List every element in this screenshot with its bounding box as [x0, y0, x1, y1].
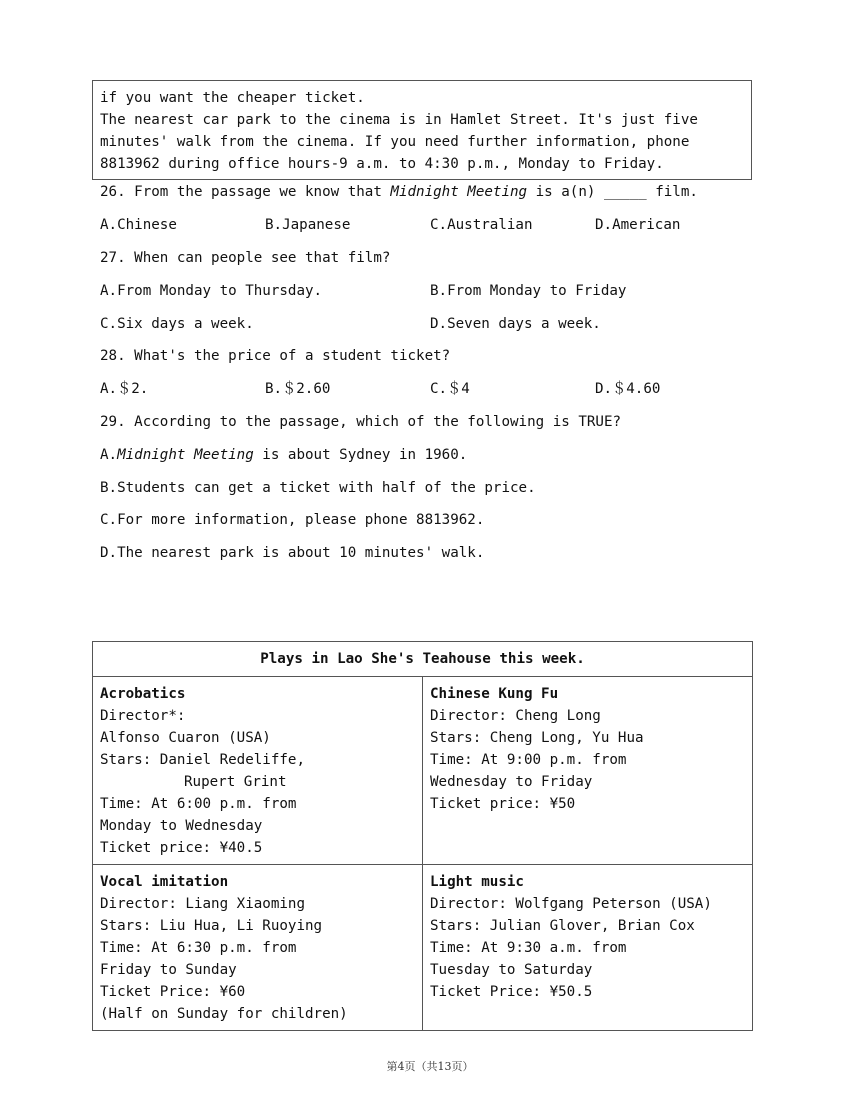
question-28: 28. What's the price of a student ticket?	[100, 348, 451, 364]
play-detail: Director*:	[100, 708, 186, 724]
passage-line: if you want the cheaper ticket.	[100, 90, 365, 106]
plays-table-title: Plays in Lao She's Teahouse this week.	[93, 642, 753, 677]
q29-option-d[interactable]: D.The nearest park is about 10 minutes' walk.	[100, 545, 485, 561]
play-detail: Time: At 9:30 a.m. from	[430, 940, 627, 956]
question-26	[100, 182, 698, 202]
question-29: 29. According to the passage, which of the following is TRUE?	[100, 414, 622, 430]
q28-option-a[interactable]: A.＄2.	[100, 381, 149, 397]
q29-option-a[interactable]	[100, 445, 467, 465]
q26-option-a[interactable]: A.Chinese	[100, 217, 177, 233]
play-detail: Ticket price: ¥50	[430, 796, 576, 812]
play-detail: Stars: Cheng Long, Yu Hua	[430, 730, 644, 746]
passage-line: 8813962 during office hours-9 a.m. to 4:30 p.m., Monday to Friday.	[100, 156, 664, 172]
question-26-prefix: 26. From the passage we know that	[100, 184, 391, 200]
play-title: Vocal imitation	[100, 874, 229, 890]
passage-line: The nearest car park to the cinema is in Hamlet Street. It's just five	[100, 112, 698, 128]
q26-option-d[interactable]: D.American	[595, 217, 681, 233]
play-detail: Stars: Daniel Redeliffe,	[100, 752, 305, 768]
play-detail: Director: Wolfgang Peterson (USA)	[430, 896, 712, 912]
play-cell-music	[423, 865, 753, 1031]
q29-option-a-suffix: is about Sydney in 1960.	[253, 447, 468, 463]
q27-option-d[interactable]: D.Seven days a week.	[430, 316, 601, 332]
q29-option-a-prefix: A.	[100, 447, 118, 463]
play-title: Light music	[430, 874, 524, 890]
play-detail: Time: At 6:00 p.m. from	[100, 796, 297, 812]
play-cell-acrobatics	[93, 677, 423, 865]
plays-table	[92, 641, 753, 1031]
play-detail: Director: Cheng Long	[430, 708, 601, 724]
play-detail: Stars: Julian Glover, Brian Cox	[430, 918, 695, 934]
play-detail: Ticket price: ¥40.5	[100, 840, 263, 856]
q26-option-b[interactable]: B.Japanese	[265, 217, 351, 233]
q26-option-c[interactable]: C.Australian	[430, 217, 533, 233]
play-detail: Alfonso Cuaron (USA)	[100, 730, 271, 746]
passage-box	[92, 80, 752, 180]
play-detail: Rupert Grint	[184, 774, 287, 790]
play-detail: Wednesday to Friday	[430, 774, 593, 790]
play-title: Acrobatics	[100, 686, 186, 702]
question-27: 27. When can people see that film?	[100, 250, 391, 266]
q27-option-a[interactable]: A.From Monday to Thursday.	[100, 283, 323, 299]
q28-option-c[interactable]: C.＄4	[430, 381, 470, 397]
film-title: Midnight Meeting	[390, 184, 528, 200]
play-detail: Director: Liang Xiaoming	[100, 896, 305, 912]
play-title: Chinese Kung Fu	[430, 686, 559, 702]
question-26-suffix: is a(n) _____ film.	[527, 184, 698, 200]
q27-option-b[interactable]: B.From Monday to Friday	[430, 283, 627, 299]
play-detail: Time: At 9:00 p.m. from	[430, 752, 627, 768]
film-title: Midnight Meeting	[117, 447, 254, 463]
passage-line: minutes' walk from the cinema. If you need further information, phone	[100, 134, 690, 150]
q27-option-c[interactable]: C.Six days a week.	[100, 316, 254, 332]
play-detail: Tuesday to Saturday	[430, 962, 593, 978]
play-detail: Stars: Liu Hua, Li Ruoying	[100, 918, 323, 934]
play-detail: Ticket Price: ¥60	[100, 984, 246, 1000]
q28-option-b[interactable]: B.＄2.60	[265, 381, 331, 397]
play-detail: Friday to Sunday	[100, 962, 237, 978]
play-detail: Ticket Price: ¥50.5	[430, 984, 593, 1000]
play-detail: Monday to Wednesday	[100, 818, 263, 834]
q29-option-c[interactable]: C.For more information, please phone 8813962.	[100, 512, 485, 528]
play-detail: (Half on Sunday for children)	[100, 1006, 348, 1022]
page-footer: 第4页（共13页）	[386, 1060, 474, 1073]
play-detail: Time: At 6:30 p.m. from	[100, 940, 297, 956]
play-cell-kungfu	[423, 677, 753, 865]
q29-option-b[interactable]: B.Students can get a ticket with half of the price.	[100, 480, 536, 496]
q28-option-d[interactable]: D.＄4.60	[595, 381, 661, 397]
play-cell-vocal	[93, 865, 423, 1031]
